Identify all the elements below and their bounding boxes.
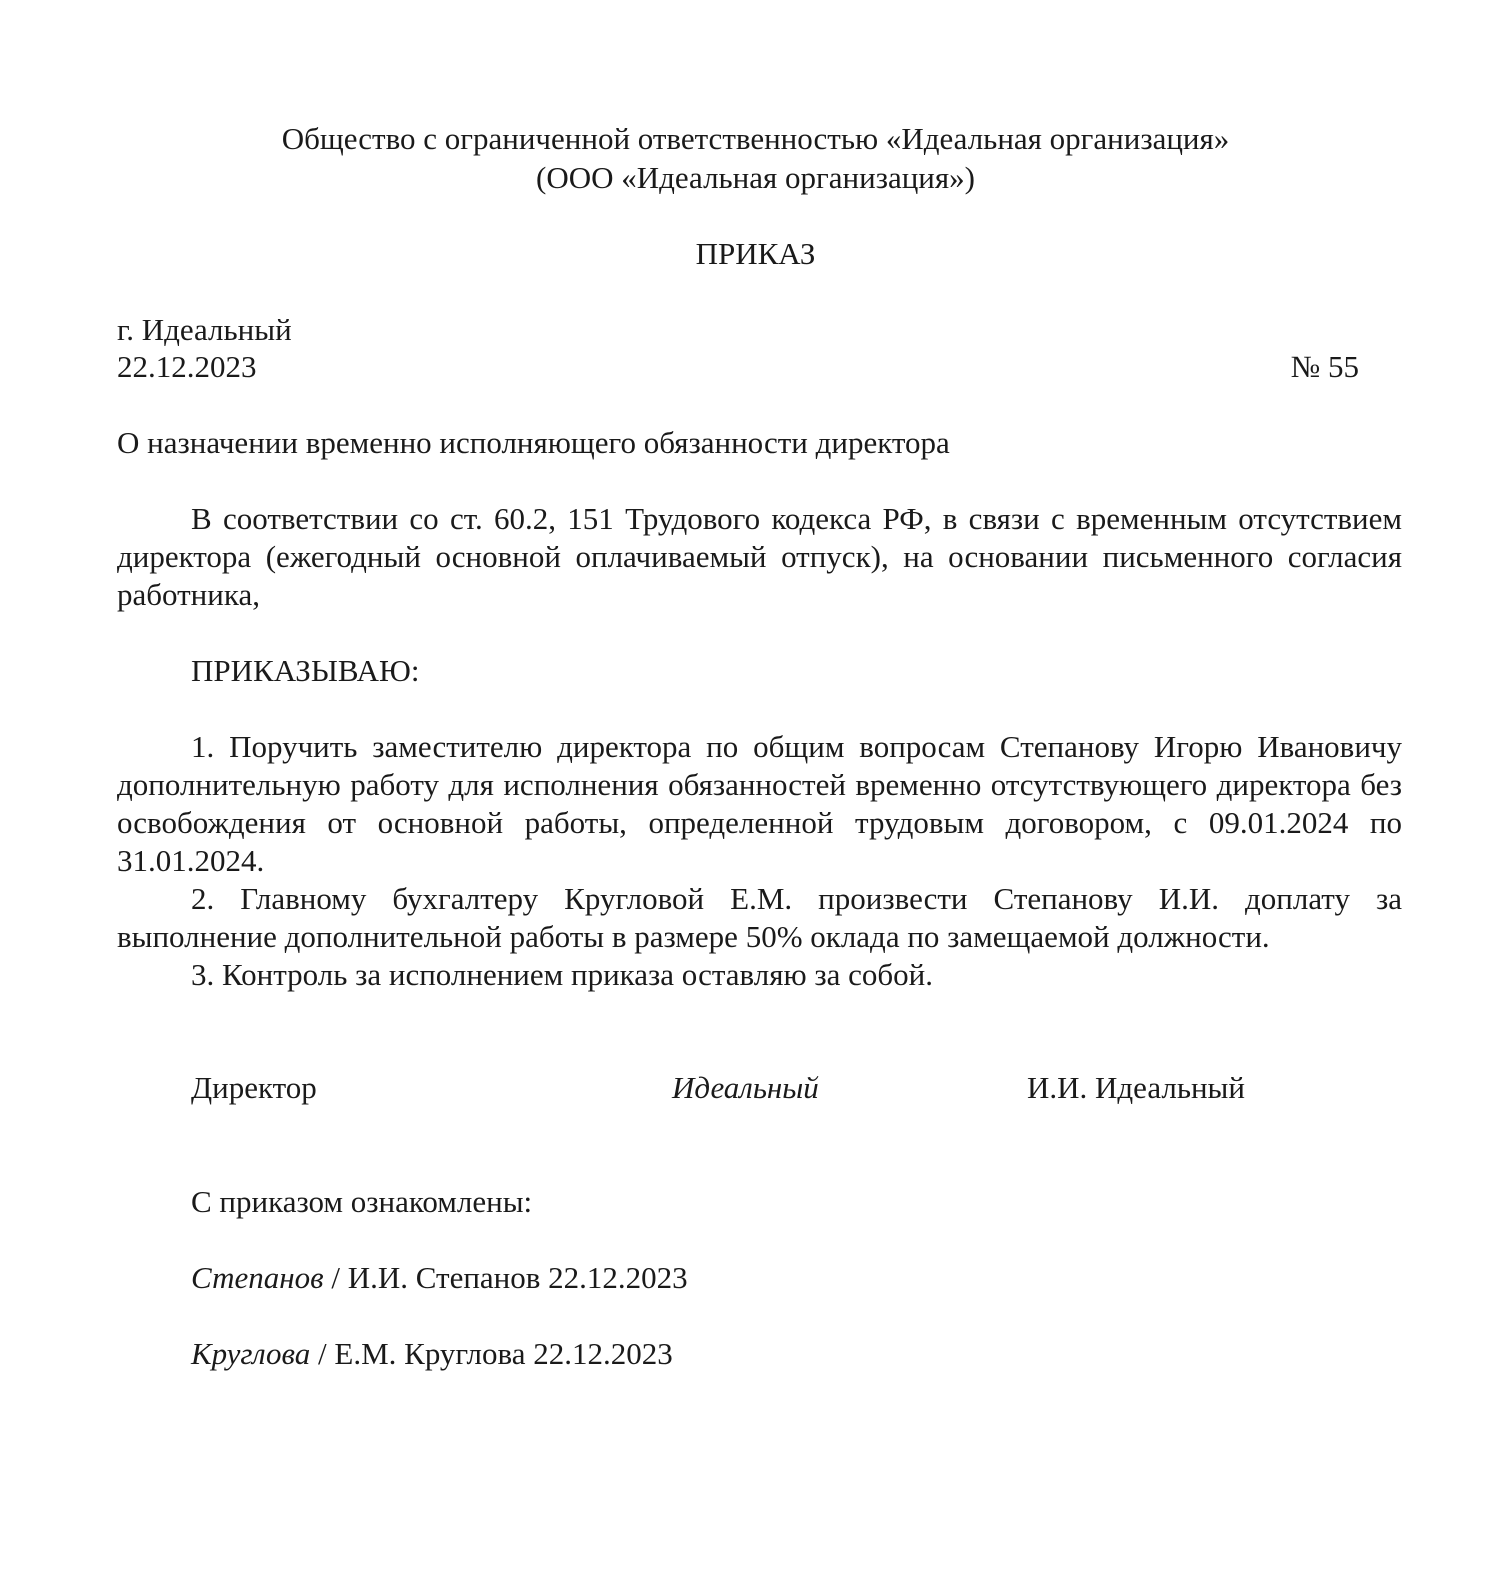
order-item-1: 1. Поручить заместителю директора по общим вопросам Степанову Игорю Ивановичу дополнительную работу для исполнения обязанностей временно отсутствующего директора без освобождения от основной работы, определенной трудовым договором, с 09.01.2024 по 31.01.2024. xyxy=(117,729,1402,878)
separator: / xyxy=(323,1260,348,1295)
signature-position: Директор xyxy=(191,1070,317,1105)
document-subject: О назначении временно исполняющего обязанности директора xyxy=(117,425,950,460)
order-item-3: 3. Контроль за исполнением приказа оставляю за собой. xyxy=(191,957,934,992)
acquainted-signature: Степанов xyxy=(191,1260,324,1295)
acquainted-entry xyxy=(191,1335,673,1373)
acquainted-entry xyxy=(191,1259,688,1297)
place: г. Идеальный xyxy=(117,312,292,347)
acquainted-title: С приказом ознакомлены: xyxy=(191,1184,533,1219)
signature-name: И.И. Идеальный xyxy=(1027,1070,1245,1105)
director-signature: Идеальный xyxy=(672,1070,819,1105)
acquainted-signature: Круглова xyxy=(191,1336,311,1371)
preamble xyxy=(117,500,1402,614)
document-type: ПРИКАЗ xyxy=(695,236,816,271)
order-items xyxy=(117,728,1402,994)
document-number: № 55 xyxy=(1290,349,1359,384)
org-full-name: Общество с ограниченной ответственностью «Идеальная организация» xyxy=(281,121,1230,156)
acquainted-name-date: Е.М. Круглова 22.12.2023 xyxy=(334,1336,673,1371)
preamble-text: В соответствии со ст. 60.2, 151 Трудового кодекса РФ, в связи с временным отсутствием директора (ежегодный основной оплачиваемый отпуск), на основании письменного согласия работника, xyxy=(117,501,1402,612)
order-word: ПРИКАЗЫВАЮ: xyxy=(191,653,420,688)
separator: / xyxy=(310,1336,335,1371)
org-short-name: (ООО «Идеальная организация») xyxy=(536,160,975,195)
document-date: 22.12.2023 xyxy=(117,349,257,384)
acquainted-name-date: И.И. Степанов 22.12.2023 xyxy=(347,1260,688,1295)
order-item-2: 2. Главному бухгалтеру Кругловой Е.М. произвести Степанову И.И. доплату за выполнение дополнительной работы в размере 50% оклада по замещаемой должности. xyxy=(117,881,1402,954)
